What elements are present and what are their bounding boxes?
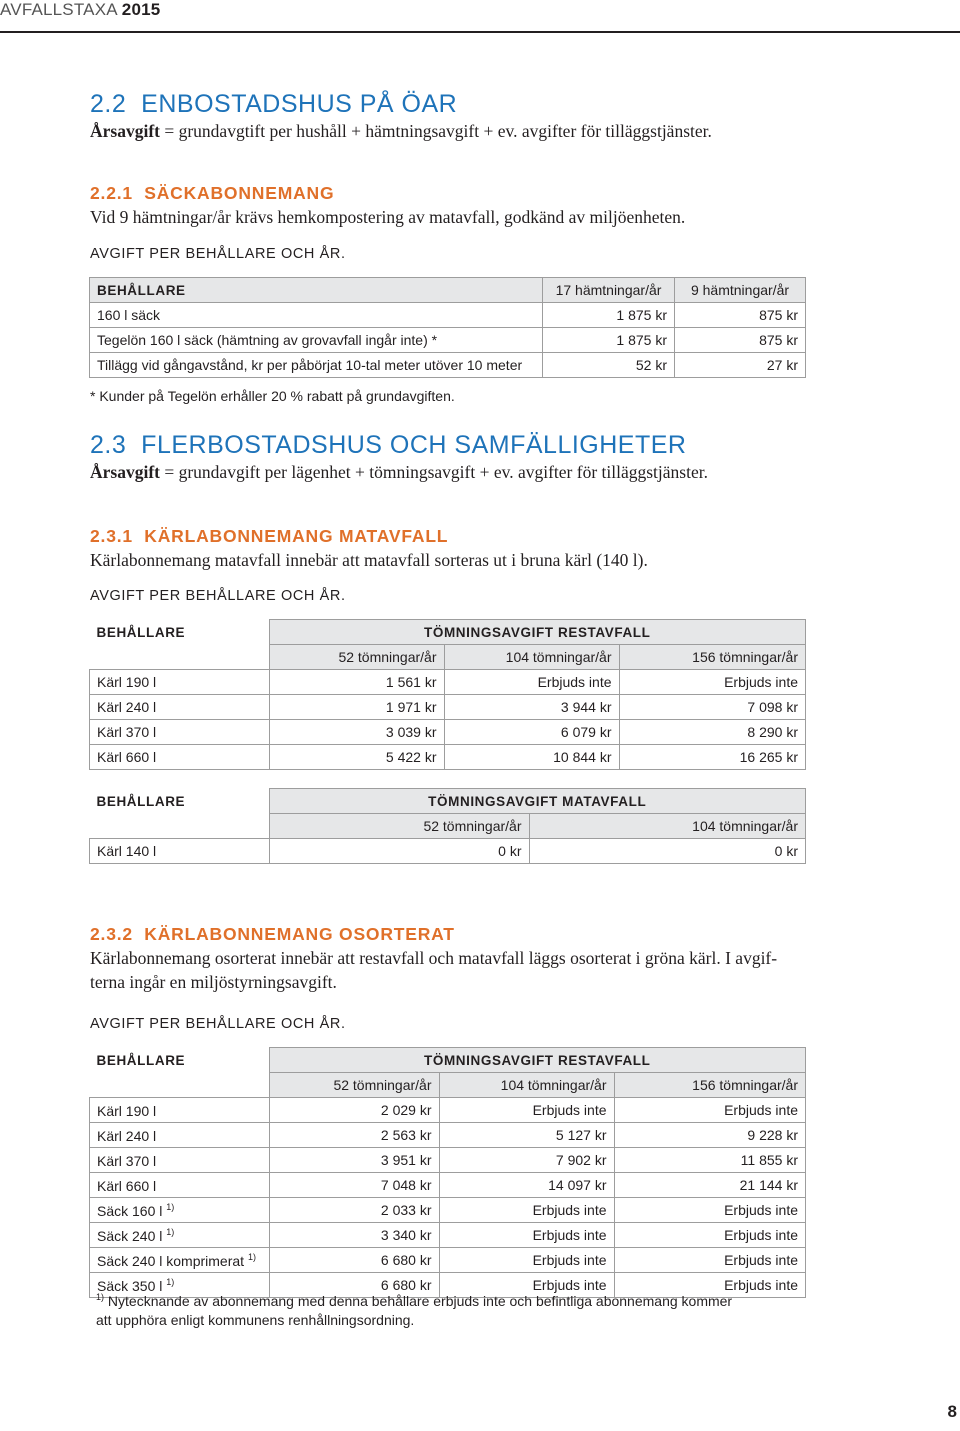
table-row: [90, 839, 806, 864]
cell-label: Kärl 370 l: [97, 1152, 157, 1169]
cell-label: Säck 350 l: [97, 1277, 163, 1294]
column-header: 52 tömningar/år: [269, 814, 529, 839]
table-cell: Kärl 190 l: [90, 670, 270, 695]
table-cell: 2 033 kr: [269, 1198, 439, 1223]
cell-label: Säck 240 l: [97, 1227, 163, 1244]
table-cell: 2 563 kr: [269, 1123, 439, 1148]
table-cell: Erbjuds inte: [439, 1198, 614, 1223]
footnote-marker: 1): [166, 1226, 175, 1237]
footnote-line2: att upphöra enligt kommunens renhållningsordning.: [96, 1312, 415, 1328]
table-header-row: [90, 1048, 806, 1073]
footnote-text: Nytecknande av abonnemang med denna behållare erbjuds inte och befintliga abonnemang kommer: [107, 1293, 733, 1309]
table-header-row: [90, 1073, 806, 1098]
table-cell: [90, 1248, 270, 1273]
table-cell: [90, 1223, 270, 1248]
section-2-3-1-heading: [90, 526, 448, 547]
table-row: [90, 1148, 806, 1173]
table-cell: 11 855 kr: [614, 1148, 806, 1173]
table-matavfall-restavfall: [89, 619, 806, 770]
section-2-3-2-text-line2: terna ingår en miljöstyrningsavgift.: [90, 972, 337, 992]
table-cell: 8 290 kr: [619, 720, 806, 745]
table-cell: 160 l säck: [90, 303, 543, 328]
group-header: TÖMNINGSAVGIFT MATAVFALL: [269, 789, 806, 814]
column-header: BEHÅLLARE: [96, 624, 186, 640]
formula-label: Årsavgift: [90, 121, 160, 141]
table-row: [90, 1248, 806, 1273]
table-cell: 0 kr: [269, 839, 529, 864]
section-title: SÄCKABONNEMANG: [144, 183, 335, 203]
column-header: 104 tömningar/år: [444, 645, 619, 670]
column-header: 9 hämtningar/år: [675, 278, 806, 303]
table-cell: Erbjuds inte: [439, 1098, 614, 1123]
table-cell: 52 kr: [543, 353, 675, 378]
table-cell: 6 680 kr: [269, 1248, 439, 1273]
column-header: 104 tömningar/år: [439, 1073, 614, 1098]
table-header-row: [90, 645, 806, 670]
avgift-caption: AVGIFT PER BEHÅLLARE OCH ÅR.: [90, 246, 346, 262]
table-row: [90, 1223, 806, 1248]
table-row: [90, 695, 806, 720]
table-cell: Erbjuds inte: [439, 1273, 614, 1298]
table-cell: Erbjuds inte: [614, 1098, 806, 1123]
table-cell: 875 kr: [675, 303, 806, 328]
table-cell: 9 228 kr: [614, 1123, 806, 1148]
table-cell: Erbjuds inte: [614, 1248, 806, 1273]
table-cell: 10 844 kr: [444, 745, 619, 770]
table-row: [90, 720, 806, 745]
table-cell: 21 144 kr: [614, 1173, 806, 1198]
table-cell: 5 422 kr: [269, 745, 444, 770]
table-cell: 6 680 kr: [269, 1273, 439, 1298]
table-cell: 27 kr: [675, 353, 806, 378]
table-note: * Kunder på Tegelön erhåller 20 % rabatt på grundavgiften.: [90, 388, 455, 404]
table-body: [90, 1098, 806, 1298]
table-cell: [90, 1123, 270, 1148]
table-row: [90, 1198, 806, 1223]
section-number: 2.2: [90, 90, 127, 118]
table-cell: 1 875 kr: [543, 328, 675, 353]
section-title: KÄRLABONNEMANG OSORTERAT: [144, 924, 455, 944]
avgift-caption: AVGIFT PER BEHÅLLARE OCH ÅR.: [90, 1016, 346, 1032]
table-cell: Erbjuds inte: [619, 670, 806, 695]
formula-label: Årsavgift: [90, 462, 160, 482]
table-cell: 3 944 kr: [444, 695, 619, 720]
group-header: TÖMNINGSAVGIFT RESTAVFALL: [269, 620, 806, 645]
table-cell: Kärl 240 l: [90, 695, 270, 720]
table-header-row: [90, 789, 806, 814]
column-header: 52 tömningar/år: [269, 1073, 439, 1098]
table-cell: Tillägg vid gångavstånd, kr per påbörjat 10-tal meter utöver 10 meter: [90, 353, 543, 378]
table-cell: Erbjuds inte: [439, 1248, 614, 1273]
table-cell: 0 kr: [529, 839, 806, 864]
table-row: [90, 353, 806, 378]
table-cell: Kärl 140 l: [90, 839, 270, 864]
footnote-marker: 1): [166, 1276, 175, 1287]
section-number: 2.3: [90, 431, 127, 459]
section-2-3-heading: [90, 431, 686, 460]
column-header: 156 tömningar/år: [614, 1073, 806, 1098]
section-2-2-formula: [90, 121, 712, 142]
table-sackabonnemang: [89, 277, 806, 378]
table-cell: Erbjuds inte: [614, 1198, 806, 1223]
table-header-row: [90, 814, 806, 839]
cell-label: Säck 240 l komprimerat: [97, 1252, 245, 1269]
table-cell: [90, 1173, 270, 1198]
page-header: [0, 0, 160, 20]
table-row: [90, 1098, 806, 1123]
column-header: 17 hämtningar/år: [543, 278, 675, 303]
page-number: 8: [947, 1402, 957, 1421]
header-divider: [0, 31, 960, 33]
section-2-2-1-heading: [90, 183, 334, 204]
table-cell: Erbjuds inte: [614, 1223, 806, 1248]
table-cell: Erbjuds inte: [614, 1273, 806, 1298]
table-cell: 7 098 kr: [619, 695, 806, 720]
formula-text: = grundavgift per lägenhet + tömningsavgift + ev. avgifter för tilläggstjänster.: [159, 462, 708, 482]
column-header: BEHÅLLARE: [96, 1052, 186, 1068]
section-title: ENBOSTADSHUS PÅ ÖAR: [141, 90, 458, 118]
table-row: [90, 303, 806, 328]
table-cell: 875 kr: [675, 328, 806, 353]
cell-label: Säck 160 l: [97, 1202, 163, 1219]
section-2-2-heading: [90, 90, 457, 119]
column-header: 104 tömningar/år: [529, 814, 806, 839]
table-cell: 5 127 kr: [439, 1123, 614, 1148]
table-cell: 1 971 kr: [269, 695, 444, 720]
formula-text: = grundavgtift per hushåll + hämtningsavgift + ev. avgifter för tilläggstjänster.: [159, 121, 712, 141]
table-cell: 2 029 kr: [269, 1098, 439, 1123]
table-row: [90, 670, 806, 695]
table-cell: Kärl 370 l: [90, 720, 270, 745]
table-matavfall: [89, 788, 806, 864]
header-title: AVFALLSTAXA: [0, 0, 117, 19]
table-cell: 6 079 kr: [444, 720, 619, 745]
avgift-caption: AVGIFT PER BEHÅLLARE OCH ÅR.: [90, 588, 346, 604]
table-row: [90, 1173, 806, 1198]
table-row: [90, 328, 806, 353]
table-cell: Erbjuds inte: [444, 670, 619, 695]
section-2-3-2-heading: [90, 924, 455, 945]
footnote-marker: 1): [96, 1292, 105, 1302]
table-cell: 16 265 kr: [619, 745, 806, 770]
section-title: KÄRLABONNEMANG MATAVFALL: [144, 526, 449, 546]
section-title: FLERBOSTADSHUS OCH SAMFÄLLIGHETER: [141, 431, 687, 459]
table-cell: [90, 1198, 270, 1223]
section-2-3-2-text-line1: Kärlabonnemang osorterat innebär att restavfall och matavfall läggs osorterat i gröna kärl. I avgif-: [90, 948, 778, 968]
group-header: TÖMNINGSAVGIFT RESTAVFALL: [269, 1048, 806, 1073]
table-cell: 14 097 kr: [439, 1173, 614, 1198]
table-cell: 3 039 kr: [269, 720, 444, 745]
section-number: 2.3.2: [90, 924, 133, 944]
table-cell: Kärl 660 l: [90, 745, 270, 770]
table-cell: 7 048 kr: [269, 1173, 439, 1198]
table-cell: [90, 1098, 270, 1123]
table-row: [90, 745, 806, 770]
cell-label: Kärl 240 l: [97, 1127, 157, 1144]
table-header-row: [90, 278, 806, 303]
section-2-3-formula: [90, 462, 708, 483]
table-cell: 3 951 kr: [269, 1148, 439, 1173]
column-header: 156 tömningar/år: [619, 645, 806, 670]
table-osorterat: [89, 1047, 806, 1298]
table-cell: 7 902 kr: [439, 1148, 614, 1173]
column-header: BEHÅLLARE: [96, 793, 186, 809]
cell-label: Kärl 660 l: [97, 1177, 157, 1194]
table-cell: Erbjuds inte: [439, 1223, 614, 1248]
footnote-line1: [96, 1292, 732, 1309]
table-cell: Tegelön 160 l säck (hämtning av grovavfall ingår inte) *: [90, 328, 543, 353]
footnote-marker: 1): [247, 1251, 256, 1262]
cell-label: Kärl 190 l: [97, 1102, 157, 1119]
table-cell: 1 875 kr: [543, 303, 675, 328]
section-number: 2.3.1: [90, 526, 133, 546]
section-2-3-1-text: Kärlabonnemang matavfall innebär att matavfall sorteras ut i bruna kärl (140 l).: [90, 550, 648, 570]
section-number: 2.2.1: [90, 183, 133, 203]
section-2-2-1-text: Vid 9 hämtningar/år krävs hemkompostering av matavfall, godkänd av miljöenheten.: [90, 207, 686, 227]
table-cell: 3 340 kr: [269, 1223, 439, 1248]
column-header: BEHÅLLARE: [90, 278, 543, 303]
table-header-row: [90, 620, 806, 645]
footnote-marker: 1): [166, 1201, 175, 1212]
table-row: [90, 1123, 806, 1148]
column-header: 52 tömningar/år: [269, 645, 444, 670]
table-cell: 1 561 kr: [269, 670, 444, 695]
header-year: 2015: [121, 0, 161, 19]
table-cell: [90, 1148, 270, 1173]
